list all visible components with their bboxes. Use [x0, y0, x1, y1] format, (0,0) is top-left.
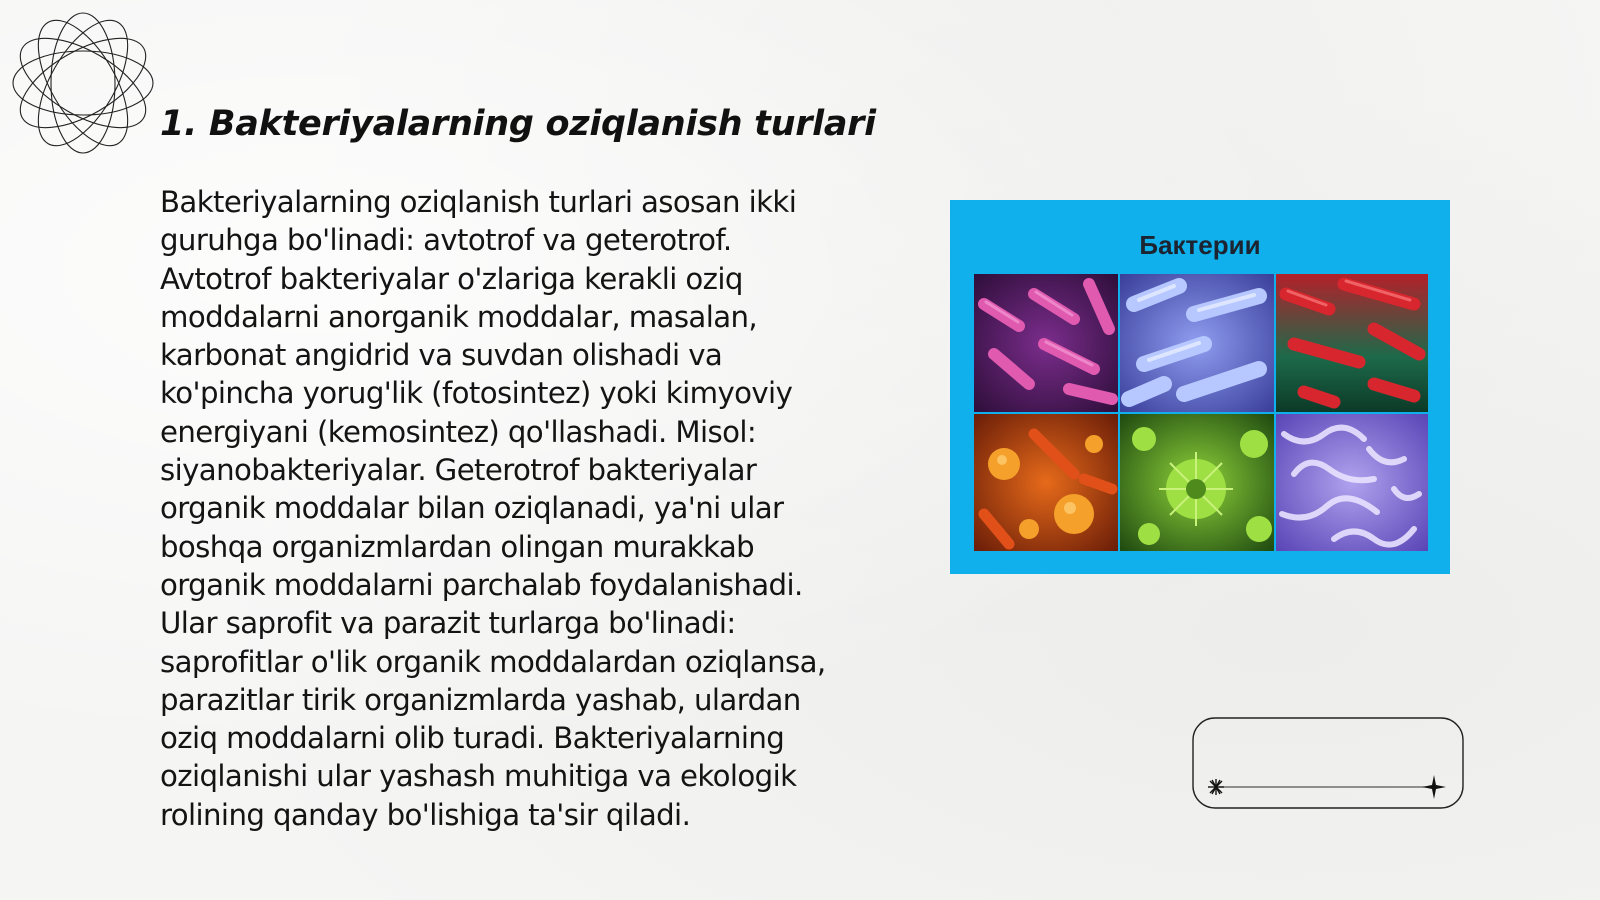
tile-magenta-rods: [974, 274, 1118, 412]
bacteria-collage: [974, 274, 1428, 551]
orbit-rings-icon: [10, 10, 156, 156]
sparkle-icon: [1422, 775, 1446, 799]
body-paragraph: Bakteriyalarning oziqlanish turlari asosan ikki guruhga bo'linadi: avtotrof va geterotrof. Avtotrof bakteriyalar o'zlariga kerakli oziq moddalarni anorganik moddalar, masalan, karbonat angidrid va suvdan olishadi va ko'pincha yorug'lik (fotosintez) yoki kimyoviy energiyani (kemosintez) qo'llashadi. Misol: siyanobakteriyalar. Geterotrof bakteriyalar organik moddalar bilan oziqlanadi, ya'ni ular boshqa organizmlardan olingan murakkab organik moddalarni parchalab foydalanishadi. Ular saprofit va parazit turlarga bo'linadi: saprofitlar o'lik organik moddalardan oziqlansa, parazitlar tirik organizmlarda yashab, ulardan oziq moddalarni olib turadi. Bakteriyalarning oziqlanishi ular yashash muhitiga va ekologik rolining qanday bo'lishiga ta'sir qiladi.: [160, 185, 826, 832]
tile-orange-mixed: [974, 414, 1118, 551]
starburst-icon: [1208, 779, 1224, 795]
tile-green-cocci: [1120, 414, 1274, 551]
tile-blue-rods: [1120, 274, 1274, 412]
tile-red-rods: [1276, 274, 1428, 412]
tile-violet-filaments: [1276, 414, 1428, 551]
image-caption: Бактерии: [1139, 230, 1261, 260]
slide-title: 1. Bakteriyalarning oziqlanish turlari: [160, 104, 876, 144]
decorative-pill: [1192, 717, 1464, 809]
bacteria-image: [950, 200, 1450, 574]
